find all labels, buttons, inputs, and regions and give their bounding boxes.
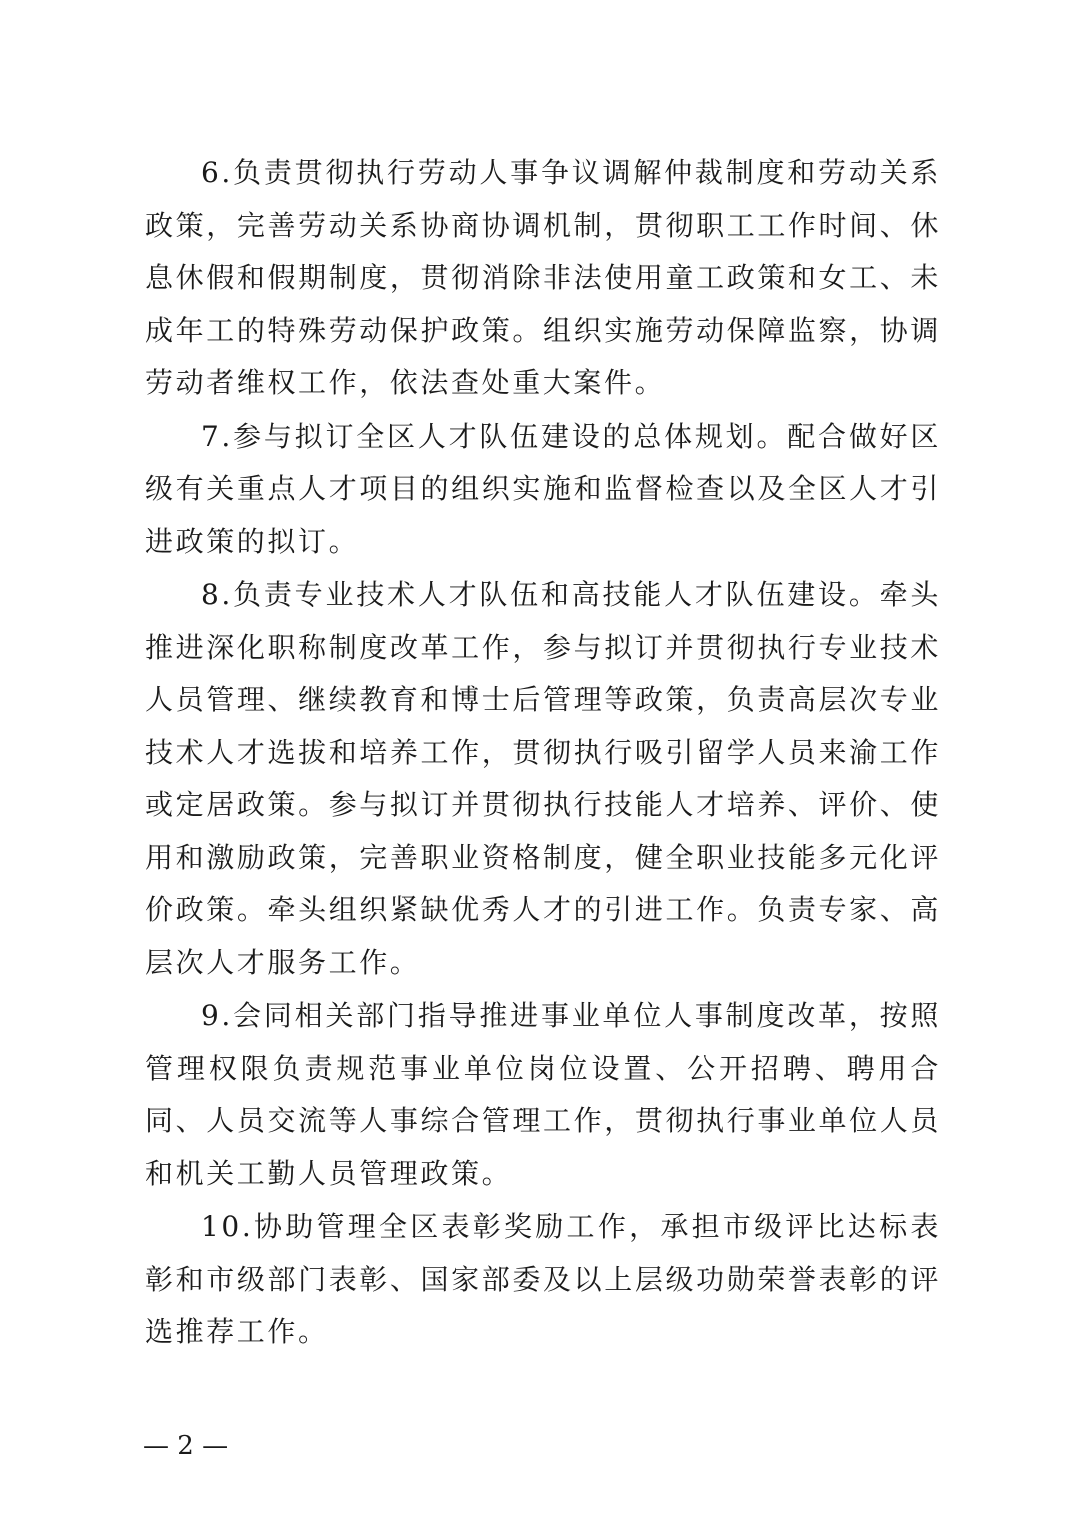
paragraph-item-10: 10.协助管理全区表彰奖励工作，承担市级评比达标表彰和市级部门表彰、国家部委及以上层级功勋荣誉表彰的评选推荐工作。 — [145, 1210, 941, 1348]
paragraph-item-6: 6.负责贯彻执行劳动人事争议调解仲裁制度和劳动关系政策，完善劳动关系协商协调机制，贯彻职工工作时间、休息休假和假期制度，贯彻消除非法使用童工政策和女工、未成年工的特殊劳动保护政策。组织实施劳动保障监察，协调劳动者维权工作，依法查处重大案件。 — [145, 156, 941, 399]
page-number: — 2 — — [143, 1431, 229, 1461]
document-body — [145, 147, 941, 1359]
paragraph-item-9: 9.会同相关部门指导推进事业单位人事制度改革，按照管理权限负责规范事业单位岗位设置、公开招聘、聘用合同、人员交流等人事综合管理工作，贯彻执行事业单位人员和机关工勤人员管理政策。 — [145, 999, 941, 1190]
paragraph-item-7: 7.参与拟订全区人才队伍建设的总体规划。配合做好区级有关重点人才项目的组织实施和监督检查以及全区人才引进政策的拟订。 — [145, 419, 941, 558]
paragraph-item-8: 8.负责专业技术人才队伍和高技能人才队伍建设。牵头推进深化职称制度改革工作，参与拟订并贯彻执行专业技术人员管理、继续教育和博士后管理等政策，负责高层次专业技术人才选拔和培养工作，贯彻执行吸引留学人员来渝工作或定居政策。参与拟订并贯彻执行技能人才培养、评价、使用和激励政策，完善职业资格制度，健全职业技能多元化评价政策。牵头组织紧缺优秀人才的引进工作。负责专家、高层次人才服务工作。 — [145, 578, 941, 979]
